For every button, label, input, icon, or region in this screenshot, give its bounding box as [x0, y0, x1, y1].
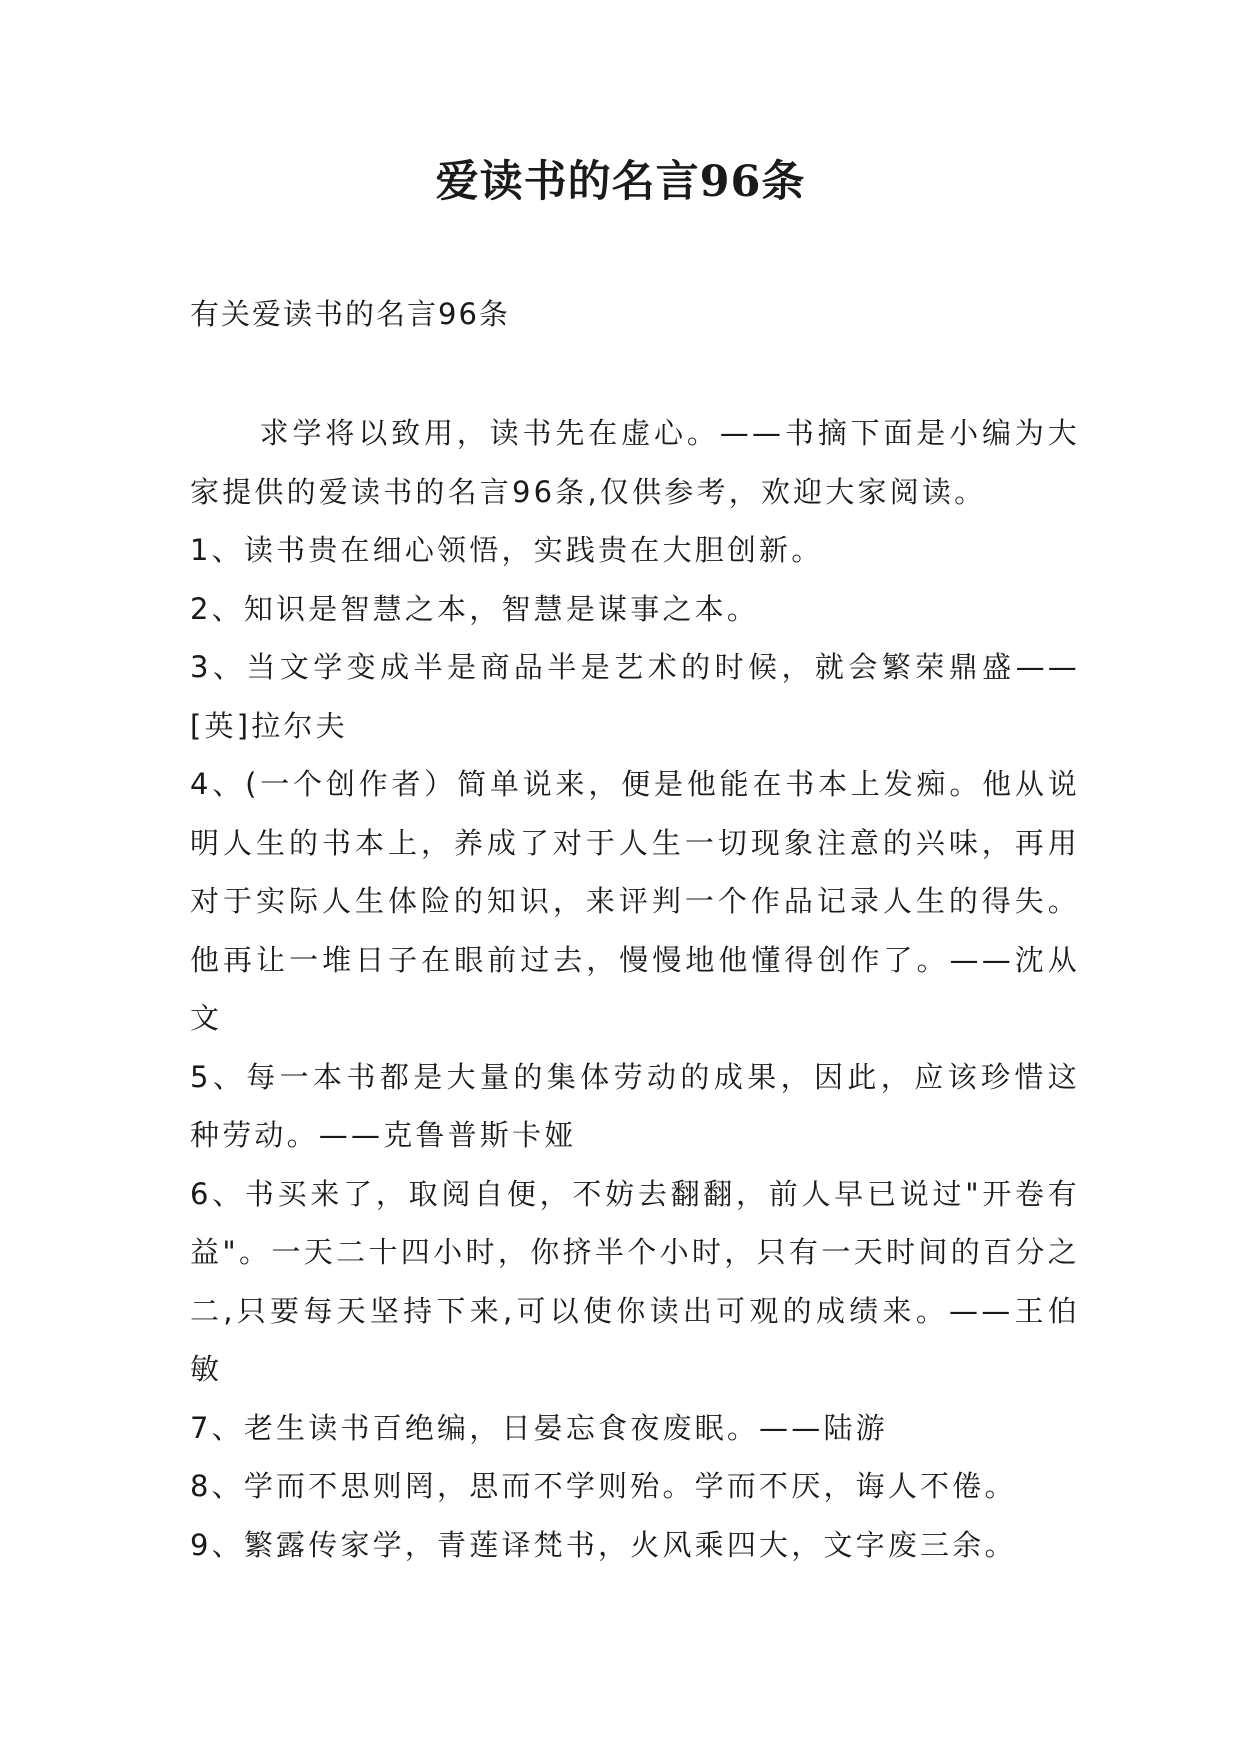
intro-paragraph: 求学将以致用，读书先在虚心。——书摘下面是小编为大家提供的爱读书的名言96条,仅供参考，欢迎大家阅读。	[190, 416, 1080, 509]
quote-item-9: 9、繁露传家学，青莲译梵书，火风乘四大，文字废三余。	[190, 1527, 1017, 1562]
quote-item-1: 1、读书贵在细心领悟，实践贵在大胆创新。	[190, 533, 824, 567]
quote-item-5: 5、每一本书都是大量的集体劳动的成果，因此，应该珍惜这种劳动。——克鲁普斯卡娅	[190, 1059, 1080, 1152]
quote-item-7: 7、老生读书百绝编，日晏忘食夜废眠。——陆游	[190, 1410, 888, 1445]
document-body	[190, 404, 1080, 1574]
quote-item-4: 4、(一个创作者）简单说来，便是他能在书本上发痴。他从说明人生的书本上，养成了对于人生一切现象注意的兴味，再用对于实际人生体险的知识，来评判一个作品记录人生的得失。他再让一堆日子在眼前过去，慢慢地他懂得创作了。——沈从文	[190, 767, 1080, 1035]
document-subtitle: 有关爱读书的名言96条	[190, 297, 510, 331]
quote-item-6: 6、书买来了，取阅自便，不妨去翻翻，前人早已说过"开卷有益"。一天二十四小时，你挤半个小时，只有一天时间的百分之二,只要每天坚持下来,可以使你读出可观的成绩来。——王伯敏	[190, 1176, 1080, 1386]
quote-item-8: 8、学而不思则罔，思而不学则殆。学而不厌，诲人不倦。	[190, 1469, 1017, 1503]
quote-item-2: 2、知识是智慧之本，智慧是谋事之本。	[190, 591, 760, 626]
quote-item-3: 3、当文学变成半是商品半是艺术的时候，就会繁荣鼎盛——[英]拉尔夫	[190, 650, 1080, 743]
document-title: 爱读书的名言96条	[435, 157, 806, 207]
